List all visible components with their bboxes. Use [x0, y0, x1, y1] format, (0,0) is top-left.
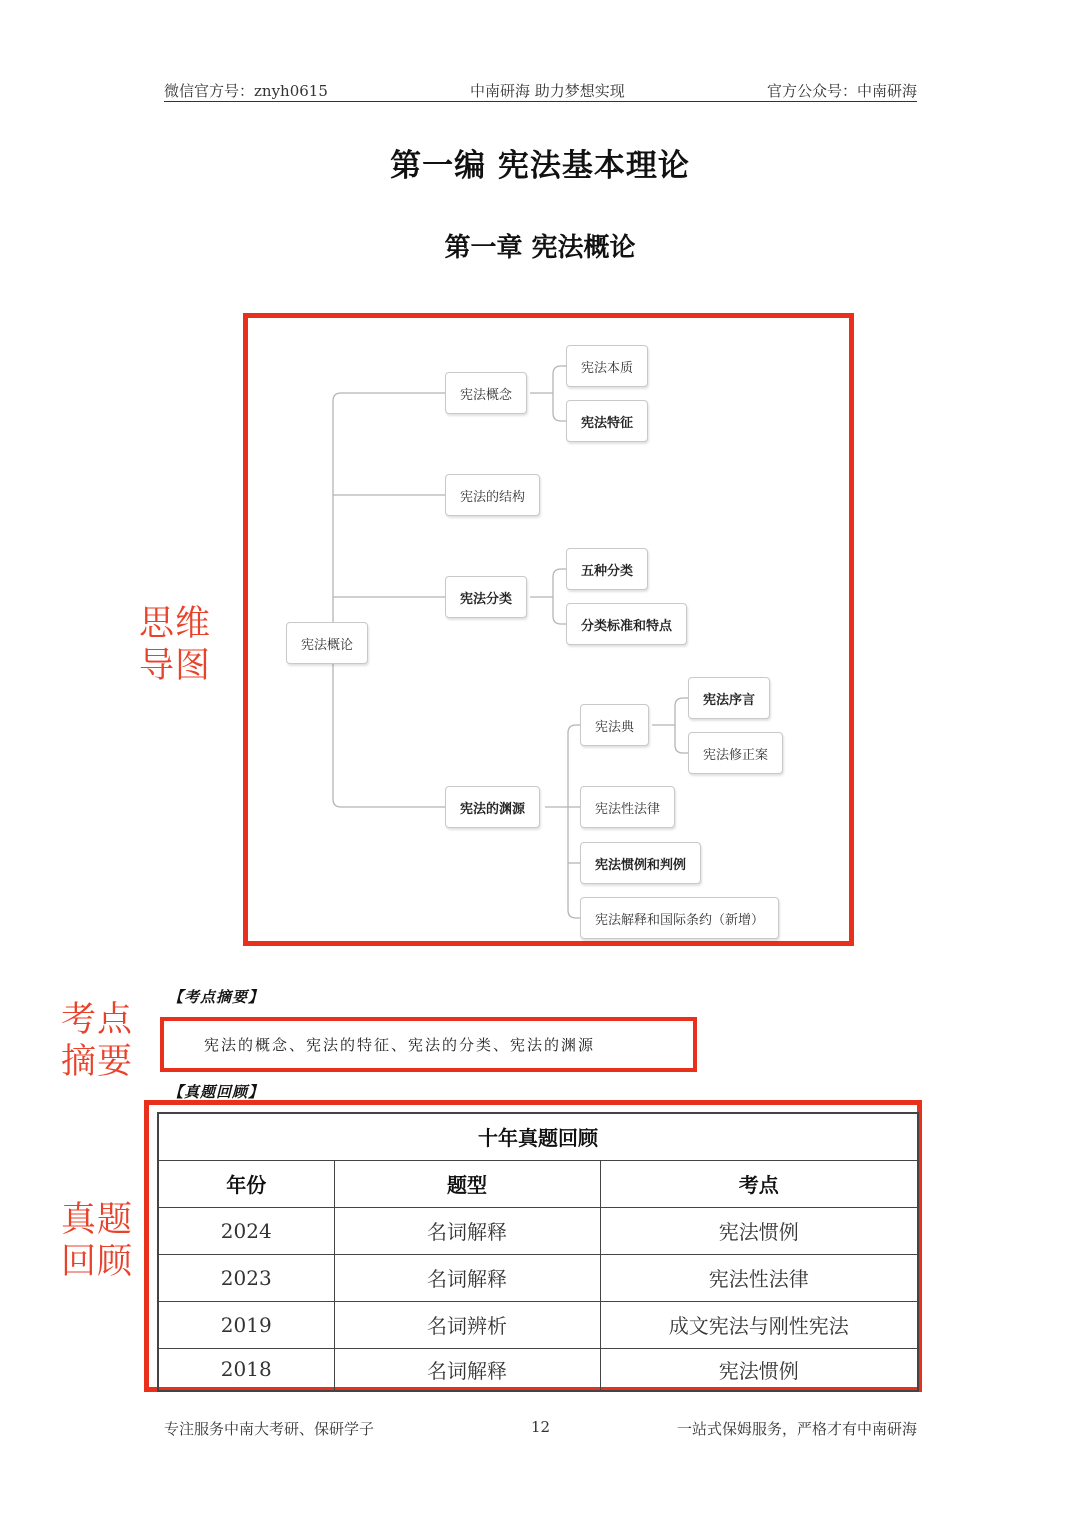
mindmap-frame	[243, 313, 854, 946]
side-label-mindmap	[139, 603, 211, 687]
summary-tag: 【考点摘要】	[168, 988, 265, 1006]
table-cell-type: 名词解释	[334, 1254, 600, 1301]
table-cell-type: 名词解释	[334, 1348, 600, 1391]
side-label-review	[61, 1199, 133, 1283]
review-table-frame	[144, 1100, 922, 1392]
review-tag: 【真题回顾】	[168, 1083, 265, 1101]
mindmap-node-five-types: 五种分类	[566, 548, 648, 590]
mindmap-node-root: 宪法概论	[286, 622, 368, 664]
table-row	[158, 1207, 918, 1254]
mindmap-node-classification: 宪法分类	[445, 576, 527, 618]
table-cell-year: 2023	[158, 1254, 334, 1301]
table-cell-point: 成文宪法与刚性宪法	[600, 1301, 918, 1348]
side-label-review-line2: 回顾	[61, 1242, 134, 1282]
table-cell-type: 名词辨析	[334, 1301, 600, 1348]
table-header-point: 考点	[600, 1160, 918, 1207]
page-number: 12	[531, 1418, 551, 1436]
table-row	[158, 1348, 918, 1391]
table-cell-year: 2024	[158, 1207, 334, 1254]
mindmap-node-code: 宪法典	[580, 704, 649, 746]
header-wechat-id: 微信官方号：znyh0615	[164, 82, 328, 100]
side-label-mindmap-line1: 思维	[139, 604, 212, 644]
table-row	[158, 1254, 918, 1301]
mindmap-node-essence: 宪法本质	[566, 345, 648, 387]
summary-text: 宪法的概念、宪法的特征、宪法的分类、宪法的渊源	[204, 1036, 596, 1054]
page-header	[164, 78, 917, 102]
header-official-account: 官方公众号：中南研海	[766, 82, 917, 100]
part-title: 第一编 宪法基本理论	[390, 148, 690, 184]
mindmap-node-interpretation: 宪法解释和国际条约（新增）	[580, 897, 779, 939]
mindmap-node-standard: 分类标准和特点	[566, 603, 687, 645]
chapter-title: 第一章 宪法概论	[444, 233, 636, 263]
table-cell-point: 宪法惯例	[600, 1207, 918, 1254]
mindmap-node-custom: 宪法惯例和判例	[580, 842, 701, 884]
table-header-type: 题型	[334, 1160, 600, 1207]
table-header-year: 年份	[158, 1160, 334, 1207]
table-cell-point: 宪法惯例	[600, 1348, 918, 1391]
side-label-mindmap-line2: 导图	[139, 646, 212, 686]
footer-right-slogan: 一站式保姆服务，严格才有中南研海	[676, 1420, 917, 1438]
table-cell-point: 宪法性法律	[600, 1254, 918, 1301]
table-caption: 十年真题回顾	[158, 1113, 918, 1160]
side-label-review-line1: 真题	[61, 1200, 134, 1240]
header-slogan: 中南研海 助力梦想实现	[470, 82, 625, 100]
mindmap-node-sources: 宪法的渊源	[445, 786, 540, 828]
mindmap-node-preamble: 宪法序言	[688, 677, 770, 719]
mindmap-node-amendment: 宪法修正案	[688, 732, 783, 774]
table-cell-type: 名词解释	[334, 1207, 600, 1254]
page-footer	[164, 1418, 917, 1440]
mindmap-node-structure: 宪法的结构	[445, 474, 540, 516]
footer-left-slogan: 专注服务中南大考研、保研学子	[164, 1420, 375, 1438]
side-label-summary-line2: 摘要	[61, 1042, 134, 1082]
table-row	[158, 1301, 918, 1348]
side-label-summary	[61, 999, 133, 1083]
mindmap-node-feature: 宪法特征	[566, 400, 648, 442]
table-cell-year: 2019	[158, 1301, 334, 1348]
table-cell-year: 2018	[158, 1348, 334, 1391]
review-table	[157, 1112, 919, 1392]
side-label-summary-line1: 考点	[61, 1000, 134, 1040]
mindmap-node-concept: 宪法概念	[445, 372, 527, 414]
mindmap-node-constitutional-law: 宪法性法律	[580, 786, 675, 828]
summary-box	[160, 1017, 697, 1072]
